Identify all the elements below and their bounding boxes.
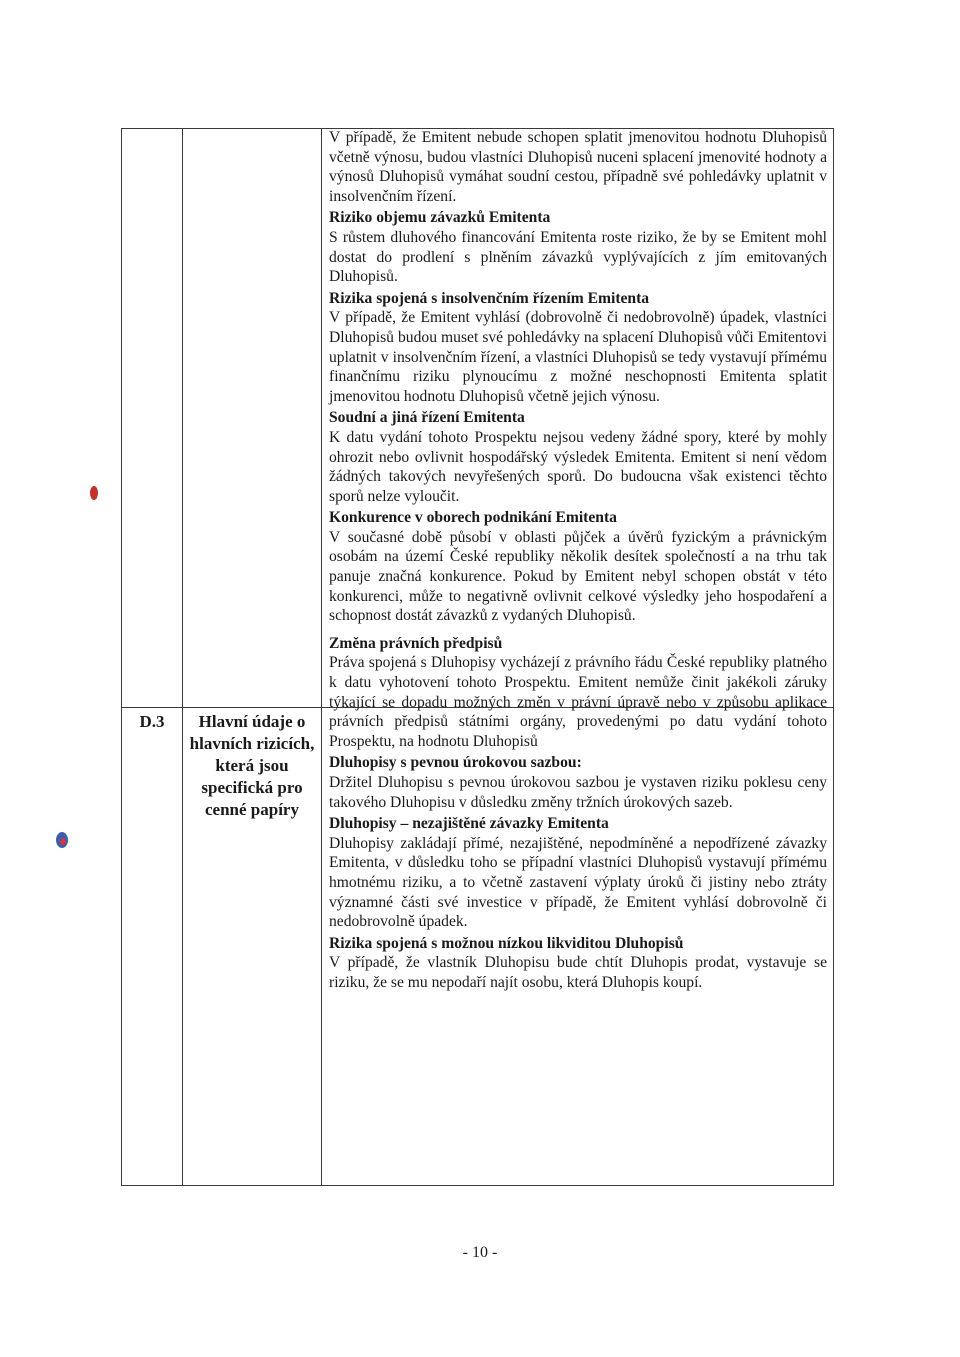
page-number: - 10 - <box>462 1244 498 1261</box>
risk-text: Držitel Dluhopisu s pevnou úrokovou sazbou je vystaven riziku poklesu ceny takového Dluhopisu v důsledku změny tržních úrokových sazeb. <box>329 774 827 811</box>
section-id: D.3 <box>139 712 165 731</box>
table-border-bottom <box>121 1185 834 1186</box>
risk-text: Dluhopisy zakládají přímé, nezajištěné, nepodmíněné a nepodřízené závazky Emitenta, v důsledku toho se případní vlastníci Dluhopisů vystavují přímému hmotnému riziku, a to včetně zastavení výplaty úroků či jistiny nebo ztráty významné části své investice v případě, že Emitent vyhlásí dobrovolně či nedobrovolně úpadek. <box>329 834 827 931</box>
risk-heading: Soudní a jiná řízení Emitenta <box>329 409 525 427</box>
risk-text: S růstem dluhového financování Emitenta roste riziko, že by se Emitent mohl dostat do prodlení s plněním závazků vyplývajících z jím emitovaných Dluhopisů. <box>329 228 827 286</box>
risk-text: K datu vydání tohoto Prospektu nejsou vedeny žádné spory, které by mohly ohrozit nebo ovlivnit hospodářský výsledek Emitenta. Emitent si není vědom žádných takových nevyřešených sporů. Do budoucna však existenci těchto sporů nelze vyloučit. <box>329 428 827 505</box>
intro-paragraph: V případě, že Emitent nebude schopen splatit jmenovitou hodnotu Dluhopisů včetně výnosu, budou vlastníci Dluhopisů nuceni splacení jmenovité hodnoty a výnosů Dluhopisů vymáhat soudní cestou, případně své pohledávky uplatnit v insolvenčním řízení. <box>329 129 827 205</box>
risk-text: V současné době působí v oblasti půjček a úvěrů fyzickým a právnickým osobám na území České republiky několik desítek společností a na trhu tak panuje značná konkurence. Pokud by Emitent nebyl schopen obstát v této konkurenci, může to negativně ovlivnit celkové výsledky jeho hospodaření a schopnost dostát závazků z vydaných Dluhopisů. <box>329 528 827 625</box>
risk-heading: Rizika spojená s insolvenčním řízením Emitenta <box>329 289 650 307</box>
risk-heading: Dluhopisy – nezajištěné závazky Emitenta <box>329 815 609 833</box>
risk-text: V případě, že vlastník Dluhopisu bude chtít Dluhopis prodat, vystavuje se riziku, že se mu nepodaří najít osobu, která Dluhopis koupí. <box>329 954 827 991</box>
table-divider-2 <box>321 128 322 1186</box>
risk-heading: Konkurence v oborech podnikání Emitenta <box>329 509 617 527</box>
table-border-left <box>121 128 122 1186</box>
table-divider-1 <box>182 128 183 1186</box>
risk-text: V případě, že Emitent vyhlásí (dobrovolně či nedobrovolně) úpadek, vlastníci Dluhopisů budou muset své pohledávky na splacení Dluhopisů vůči Emitentovi uplatnit v insolvenčním řízení, a vlastníci Dluhopisů se tedy vystavují přímému finančnímu riziku plynoucímu z možné neschopnosti Emitenta splatit jmenovitou hodnotu Dluhopisů včetně jejich výnosu. <box>329 309 827 405</box>
risk-heading: Rizika spojená s možnou nízkou likviditou Dluhopisů <box>329 934 684 952</box>
risk-heading: Změna právních předpisů <box>329 634 503 652</box>
scan-mark-icon <box>90 486 98 500</box>
risk-heading: Dluhopisy s pevnou úrokovou sazbou: <box>329 754 582 772</box>
section-title: Hlavní údaje o hlavních rizicích, která jsou specifická pro cenné papíry <box>189 712 315 819</box>
risk-heading: Riziko objemu závazků Emitenta <box>329 209 551 227</box>
scan-mark-icon <box>60 838 66 845</box>
risk-content <box>329 128 827 993</box>
table-border-right <box>833 128 834 1186</box>
risk-text: Práva spojená s Dluhopisy vycházejí z právního řádu České republiky platného k datu vyhotovení tohoto Prospektu. Emitent nemůže činit jakékoli záruky týkající se dopadu možných změn v právní úpravě nebo v způsobu aplikace právních předpisů státními orgány, provedenými po datu vydání tohoto Prospektu, na hodnotu Dluhopisů <box>329 654 827 750</box>
